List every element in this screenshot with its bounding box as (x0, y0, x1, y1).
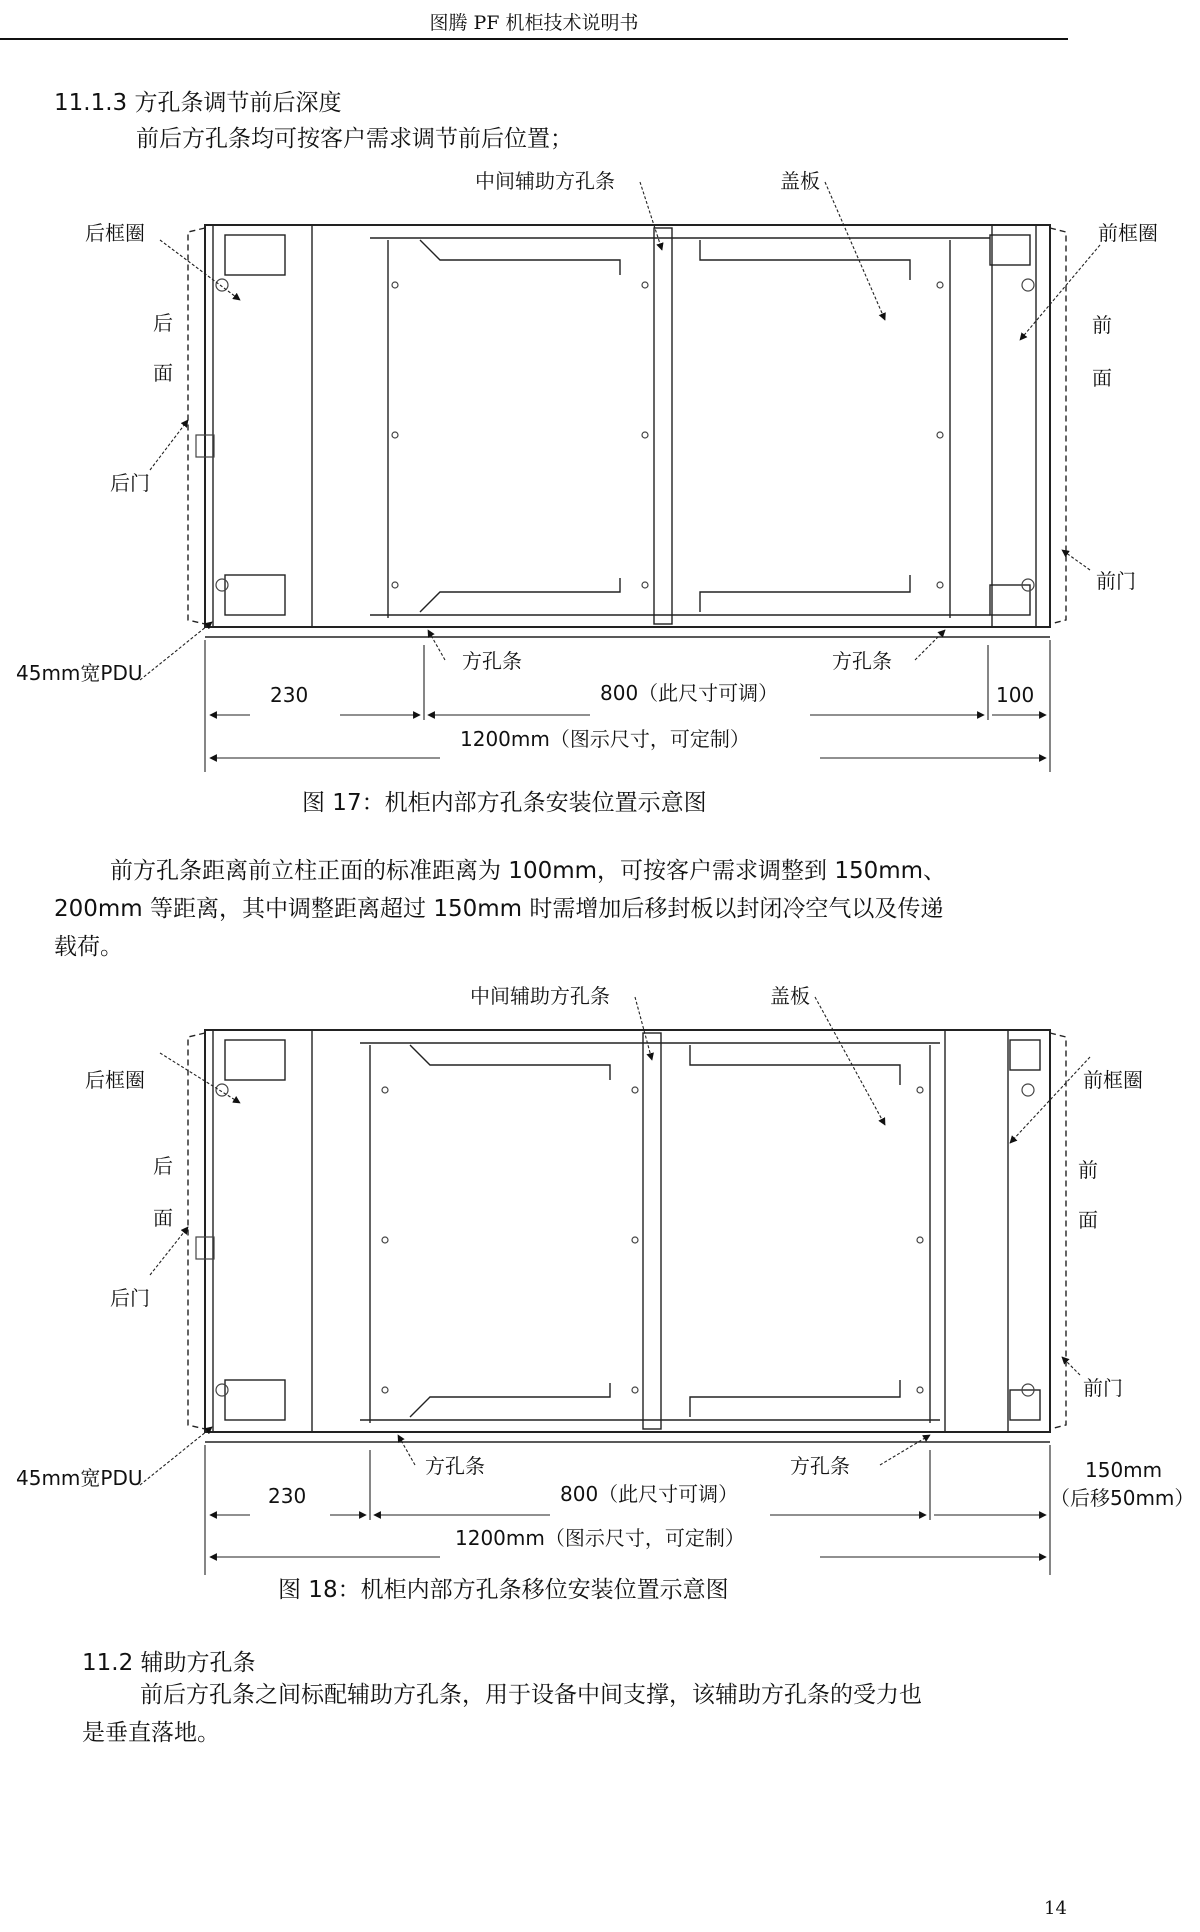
label-rear-door: 后门 (110, 471, 150, 495)
paragraph-2-line-3: 载荷。 (54, 934, 123, 960)
dim-middle: 800（此尺寸可调） (600, 681, 779, 705)
label-pdu: 45mm宽PDU (16, 1466, 143, 1490)
page-number: 14 (1044, 1898, 1067, 1919)
label-rear-side-1: 后 (153, 311, 173, 335)
label-strip-left: 方孔条 (462, 649, 522, 673)
dim-left: 230 (268, 1484, 307, 1508)
dim-total: 1200mm（图示尺寸，可定制） (455, 1526, 745, 1550)
label-front-frame: 前框圈 (1083, 1068, 1143, 1092)
label-rear-side-2: 面 (153, 361, 173, 385)
section-2-line-2: 是垂直落地。 (82, 1720, 220, 1746)
label-middle-strip: 中间辅助方孔条 (475, 169, 615, 193)
label-strip-left: 方孔条 (425, 1454, 485, 1478)
label-pdu: 45mm宽PDU (16, 661, 143, 685)
figure-17-caption: 图 17：机柜内部方孔条安装位置示意图 (302, 790, 707, 816)
figure-18-diagram (0, 975, 1200, 1575)
label-cover: 盖板 (780, 169, 820, 193)
dim-left: 230 (270, 683, 309, 707)
label-strip-right: 方孔条 (832, 649, 892, 673)
label-rear-frame: 后框圈 (85, 221, 145, 245)
label-front-side-1: 前 (1092, 313, 1112, 337)
label-front-door: 前门 (1096, 569, 1136, 593)
section-heading-11-1-3: 11.1.3 方孔条调节前后深度 (54, 90, 342, 116)
label-front-side-2: 面 (1078, 1208, 1098, 1232)
header-rule (0, 38, 1068, 40)
section-heading-11-2: 11.2 辅助方孔条 (82, 1650, 256, 1676)
label-rear-side-1: 后 (153, 1154, 173, 1178)
dim-right-line-2: （后移50mm） (1050, 1486, 1195, 1510)
section-2-line-1: 前后方孔条之间标配辅助方孔条，用于设备中间支撑，该辅助方孔条的受力也 (140, 1682, 922, 1708)
figure-18-caption: 图 18：机柜内部方孔条移位安装位置示意图 (278, 1577, 729, 1603)
label-front-side-2: 面 (1092, 366, 1112, 390)
paragraph-2-line-2: 200mm 等距离，其中调整距离超过 150mm 时需增加后移封板以封闭冷空气以及传递 (54, 896, 944, 922)
label-front-door: 前门 (1083, 1376, 1123, 1400)
figure-17-diagram (0, 160, 1200, 800)
label-front-side-1: 前 (1078, 1158, 1098, 1182)
label-middle-strip: 中间辅助方孔条 (470, 984, 610, 1008)
dim-total: 1200mm（图示尺寸，可定制） (460, 727, 750, 751)
label-rear-side-2: 面 (153, 1206, 173, 1230)
section-intro: 前后方孔条均可按客户需求调节前后位置； (136, 126, 573, 152)
paragraph-2-line-1: 前方孔条距离前立柱正面的标准距离为 100mm，可按客户需求调整到 150mm、 (110, 858, 947, 884)
dim-right: 100 (996, 683, 1035, 707)
label-cover: 盖板 (770, 984, 810, 1008)
label-rear-frame: 后框圈 (85, 1068, 145, 1092)
label-strip-right: 方孔条 (790, 1454, 850, 1478)
label-rear-door: 后门 (110, 1286, 150, 1310)
label-front-frame: 前框圈 (1098, 221, 1158, 245)
running-header: 图腾 PF 机柜技术说明书 (429, 12, 639, 34)
dim-middle: 800（此尺寸可调） (560, 1482, 739, 1506)
dim-right-line-1: 150mm (1085, 1458, 1163, 1482)
